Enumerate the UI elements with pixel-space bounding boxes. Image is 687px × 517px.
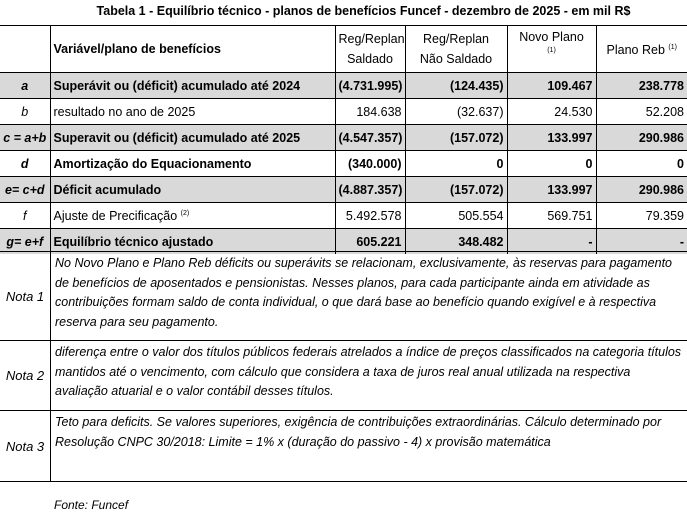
row-label: Déficit acumulado — [50, 177, 335, 203]
row-value: 24.530 — [507, 99, 596, 125]
row-value: 52.208 — [596, 99, 687, 125]
note-3: Nota 3 Teto para deficits. Se valores superiores, exigência de contribuições extraordinárias. Cálculo determinado por Resolução CNPC 30/2018: Limite = 1% x (duração do passivo - 4) x provisão matemática — [0, 410, 687, 482]
header-col3: Novo Plano $^{(1)}$ — [507, 26, 596, 73]
row-label: Ajuste de Precificação $^{(2)}$ — [50, 203, 335, 229]
row-value: 109.467 — [507, 73, 596, 99]
table-title: Tabela 1 - Equilíbrio técnico - planos de benefícios Funcef - dezembro de 2025 - em mil R$ — [96, 4, 631, 18]
row-value: 79.359 — [596, 203, 687, 229]
table-row — [0, 151, 687, 177]
row-id: e= c+d — [0, 177, 50, 203]
table-row — [0, 125, 687, 151]
table-row — [0, 203, 687, 229]
row-id: d — [20, 156, 29, 171]
header-col4: Plano Reb $^{(1)}$ — [596, 26, 687, 73]
row-value: (32.637) — [405, 99, 507, 125]
row-id: b — [21, 104, 29, 119]
notes-section — [0, 251, 687, 482]
row-label: Superávit ou (déficit) acumulado até 2024 — [50, 73, 335, 99]
row-value: (4.887.357) — [335, 177, 405, 203]
equilibrium-table — [0, 25, 687, 254]
note-2: Nota 2 diferença entre o valor dos títulos públicos federais atrelados a índice de preços classificados na categoria títulos mantidos até o vencimento, com cálculo que considera a taxa de juros real anual utilizada na respectiva avaliação atuarial e o valor contábil desses títulos. — [0, 340, 687, 410]
row-label: Amortização do Equacionamento — [50, 151, 335, 177]
row-value: 184.638 — [335, 99, 405, 125]
row-id: f — [23, 208, 27, 223]
row-value: 238.778 — [596, 73, 687, 99]
source: Fonte: Funcef — [54, 498, 129, 512]
row-label: Superavit ou (déficit) acumulado até 2025 — [50, 125, 335, 151]
header-row — [0, 26, 687, 73]
row-value: (4.731.995) — [335, 73, 405, 99]
row-value: 505.554 — [405, 203, 507, 229]
row-value: 290.986 — [596, 125, 687, 151]
row-id: g= e+f — [0, 229, 50, 255]
row-value: 5.492.578 — [335, 203, 405, 229]
row-id: c = a+b — [0, 125, 50, 151]
row-label: Equilíbrio técnico ajustado — [50, 229, 335, 255]
row-value: 133.997 — [507, 177, 596, 203]
row-value: 605.221 — [335, 229, 405, 255]
row-value: 290.986 — [596, 177, 687, 203]
header-variable: Variável/plano de benefícios — [50, 26, 335, 73]
row-value: - — [596, 229, 687, 255]
row-value: (157.072) — [405, 125, 507, 151]
row-value: 348.482 — [405, 229, 507, 255]
row-value: 0 — [596, 151, 687, 177]
header-col2: Reg/Replan Não Saldado — [405, 26, 507, 73]
row-label: resultado no ano de 2025 — [50, 99, 335, 125]
row-id: a — [0, 73, 50, 99]
row-value: 0 — [405, 151, 507, 177]
table-row — [0, 73, 687, 99]
row-value: (340.000) — [335, 151, 405, 177]
row-value: (4.547.357) — [335, 125, 405, 151]
row-value: (124.435) — [405, 73, 507, 99]
table-row — [0, 99, 687, 125]
row-value: 569.751 — [507, 203, 596, 229]
row-value: 0 — [507, 151, 596, 177]
row-value: - — [507, 229, 596, 255]
header-col1: Reg/Replan Saldado — [335, 26, 405, 73]
row-value: (157.072) — [405, 177, 507, 203]
row-value: 133.997 — [507, 125, 596, 151]
table-row — [0, 177, 687, 203]
note-1: Nota 1 No Novo Plano e Plano Reb déficits ou superávits se relacionam, exclusivamente, às reservas para pagamento de benefícios de aposentados e pensionistas. Nesses planos, para cada participante ainda em atividade as contribuições formam saldo de conta individual, o que dará base ao benefício quando exigível e à respectiva reserva para seu pagamento. — [0, 251, 687, 340]
